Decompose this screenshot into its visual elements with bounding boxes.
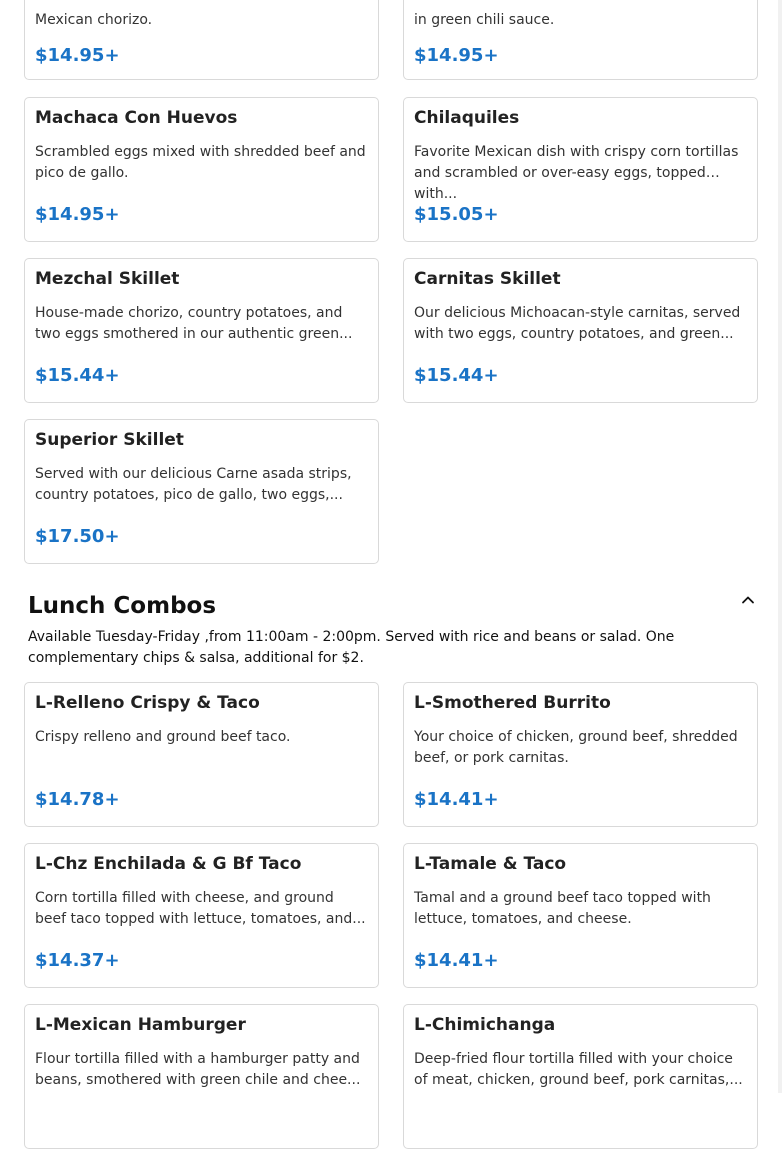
menu-item-card[interactable] bbox=[403, 682, 758, 827]
item-name: Chilaquiles bbox=[414, 108, 520, 128]
item-price: $14.95+ bbox=[414, 45, 499, 66]
item-description: in green chili sauce. bbox=[414, 12, 555, 28]
item-description: Favorite Mexican dish with crispy corn tortillas and scrambled or over-easy eggs, topped with... bbox=[414, 144, 739, 202]
item-description: Our delicious Michoacan-style carnitas, served with two eggs, country potatoes, and green... bbox=[414, 305, 741, 342]
menu-item-card[interactable] bbox=[24, 682, 379, 827]
menu-item-card[interactable] bbox=[24, 0, 379, 80]
item-price: $15.44+ bbox=[35, 365, 120, 386]
item-description: Tamal and a ground beef taco topped with lettuce, tomatoes, and cheese. bbox=[414, 890, 711, 927]
item-price: $14.78+ bbox=[35, 789, 120, 810]
item-price: $17.50+ bbox=[35, 526, 120, 547]
item-description: Flour tortilla filled with a hamburger patty and beans, smothered with green chile and chee... bbox=[35, 1051, 361, 1088]
menu-item-card[interactable] bbox=[403, 258, 758, 403]
item-description: Scrambled eggs mixed with shredded beef and pico de gallo. bbox=[35, 144, 366, 181]
item-price: $14.41+ bbox=[414, 950, 499, 971]
item-description: Your choice of chicken, ground beef, shredded beef, or pork carnitas. bbox=[414, 729, 738, 766]
scrollbar[interactable] bbox=[778, 0, 782, 1093]
top-items-grid bbox=[24, 0, 758, 80]
item-name: Mezchal Skillet bbox=[35, 269, 180, 289]
item-description: Corn tortilla filled with cheese, and ground beef taco topped with lettuce, tomatoes, and... bbox=[35, 890, 366, 927]
item-name: L-Smothered Burrito bbox=[414, 693, 611, 713]
breakfast-items-grid bbox=[24, 97, 758, 564]
item-price: $14.37+ bbox=[35, 950, 120, 971]
menu-item-card[interactable] bbox=[403, 1004, 758, 1149]
item-price: $15.05+ bbox=[414, 204, 499, 225]
menu-item-card[interactable] bbox=[403, 843, 758, 988]
item-name: Machaca Con Huevos bbox=[35, 108, 238, 128]
item-price: $15.44+ bbox=[414, 365, 499, 386]
section-header[interactable] bbox=[28, 590, 758, 622]
section-title: Lunch Combos bbox=[28, 593, 217, 619]
item-description: Served with our delicious Carne asada strips, country potatoes, pico de gallo, two eggs,... bbox=[35, 466, 352, 503]
section-description: Available Tuesday-Friday ,from 11:00am - 2:00pm. Served with rice and beans or salad. One complementary chips & salsa, additional for $2. bbox=[28, 629, 675, 666]
lunch-items-grid bbox=[24, 682, 758, 1149]
item-description: Deep-fried flour tortilla filled with your choice of meat, chicken, ground beef, pork carnitas,... bbox=[414, 1051, 743, 1088]
item-name: Carnitas Skillet bbox=[414, 269, 561, 289]
menu-item-card[interactable] bbox=[24, 1004, 379, 1149]
item-price: $14.95+ bbox=[35, 204, 120, 225]
item-name: L-Mexican Hamburger bbox=[35, 1015, 246, 1035]
item-price: $14.95+ bbox=[35, 45, 120, 66]
menu-item-card[interactable] bbox=[24, 419, 379, 564]
item-description: Mexican chorizo. bbox=[35, 12, 153, 28]
menu-item-card[interactable] bbox=[24, 258, 379, 403]
item-name: Superior Skillet bbox=[35, 430, 184, 450]
menu-item-card[interactable] bbox=[403, 97, 758, 242]
item-price: $14.41+ bbox=[414, 789, 499, 810]
item-name: L-Tamale & Taco bbox=[414, 854, 567, 874]
chevron-up-icon[interactable] bbox=[738, 590, 758, 610]
item-name: L-Chz Enchilada & G Bf Taco bbox=[35, 854, 302, 874]
item-name: L-Relleno Crispy & Taco bbox=[35, 693, 260, 713]
item-description: House-made chorizo, country potatoes, and two eggs smothered in our authentic green... bbox=[35, 305, 353, 342]
menu-item-card[interactable] bbox=[24, 843, 379, 988]
menu-item-card[interactable] bbox=[24, 97, 379, 242]
item-description: Crispy relleno and ground beef taco. bbox=[35, 729, 291, 745]
item-name: L-Chimichanga bbox=[414, 1015, 556, 1035]
menu-item-card[interactable] bbox=[403, 0, 758, 80]
